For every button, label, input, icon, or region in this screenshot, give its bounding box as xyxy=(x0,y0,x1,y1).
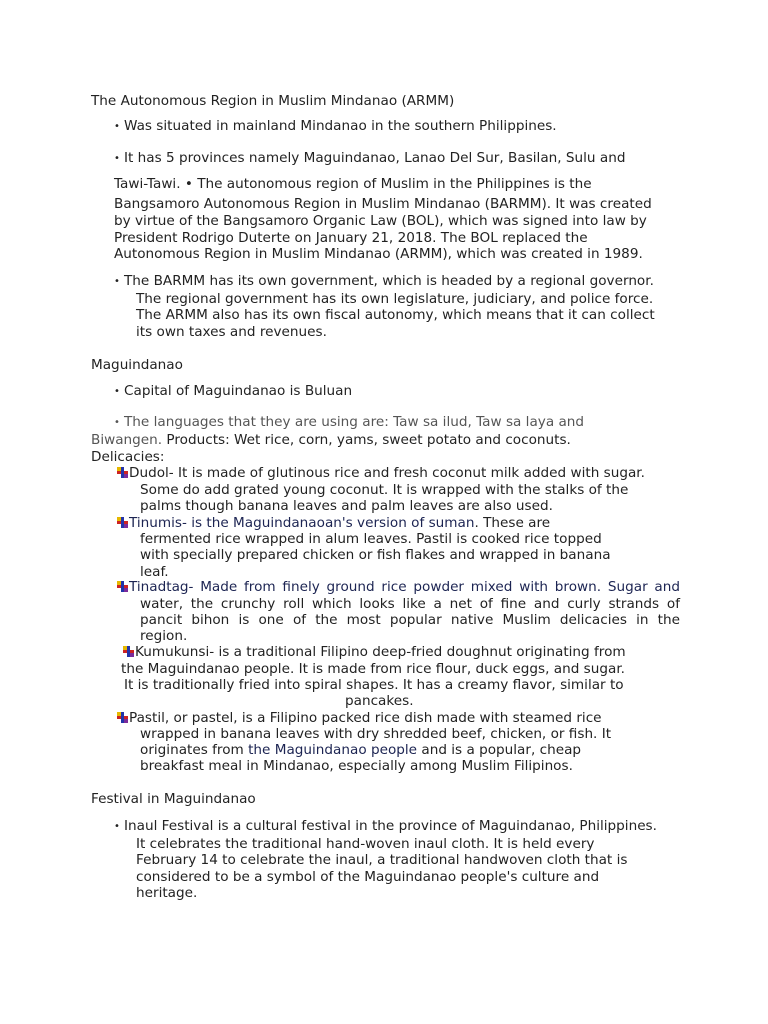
delicacy-text-line: pancakes. xyxy=(345,693,414,709)
delicacy-text-line: fermented rice wrapped in alum leaves. Pastil is cooked rice topped xyxy=(140,531,602,547)
delicacy-text-line: water, the crunchy roll which looks like a net of fine and curly strands of xyxy=(140,596,680,612)
bullet-icon: • xyxy=(114,153,120,164)
delicacy-text-line: breakfast meal in Mindanao, especially among Muslim Filipinos. xyxy=(140,758,573,774)
delicacy-kumukunsi: Kumukunsi- is a traditional Filipino deep-fried doughnut originating from xyxy=(123,644,626,660)
delicacy-dudol: Dudol- It is made of glutinous rice and fresh coconut milk added with sugar. xyxy=(117,465,645,481)
festival-text-line: heritage. xyxy=(136,885,198,901)
armm-text-line: Tawi-Tawi. • The autonomous region of Muslim in the Philippines is the xyxy=(114,176,592,192)
armm-text-line: President Rodrigo Duterte on January 21, 2018. The BOL replaced the xyxy=(114,230,588,246)
armm-text-line: The regional government has its own legislature, judiciary, and police force. xyxy=(136,291,654,307)
maguindanao-heading: Maguindanao xyxy=(91,357,183,373)
bullet-icon: • xyxy=(114,276,120,287)
page-title: The Autonomous Region in Muslim Mindanao (ARMM) xyxy=(91,93,455,109)
delicacies-label: Delicacies: xyxy=(91,449,165,465)
colored-cross-bullet-icon xyxy=(117,581,128,592)
delicacy-pastil: Pastil, or pastel, is a Filipino packed rice dish made with steamed rice xyxy=(117,710,602,726)
armm-text-line: by virtue of the Bangsamoro Organic Law (BOL), which was signed into law by xyxy=(114,213,647,229)
colored-cross-bullet-icon xyxy=(117,517,128,528)
delicacy-text-line: with specially prepared chicken or fish flakes and wrapped in banana xyxy=(140,547,611,563)
bullet-icon: • xyxy=(114,121,120,132)
delicacy-text-line: Some do add grated young coconut. It is wrapped with the stalks of the xyxy=(140,482,629,498)
delicacy-text-line: pancit bihon is one of the most popular native Muslim delicacies in the xyxy=(140,612,680,628)
armm-text-line: its own taxes and revenues. xyxy=(136,324,327,340)
delicacy-text-line: palms though banana leaves and palm leaves are also used. xyxy=(140,498,553,514)
colored-cross-bullet-icon xyxy=(117,467,128,478)
colored-cross-bullet-icon xyxy=(117,712,128,723)
delicacy-text-line: region. xyxy=(140,628,188,644)
colored-cross-bullet-icon xyxy=(123,646,134,657)
armm-text-line: Autonomous Region in Muslim Mindanao (ARMM), which was created in 1989. xyxy=(114,246,643,262)
delicacy-text-line: It is traditionally fried into spiral shapes. It has a creamy flavor, similar to xyxy=(124,677,624,693)
festival-bullet: • Inaul Festival is a cultural festival in the province of Maguindanao, Philippines. xyxy=(114,818,657,834)
armm-bullet-2: • It has 5 provinces namely Maguindanao, Lanao Del Sur, Basilan, Sulu and xyxy=(114,150,626,166)
bullet-icon: • xyxy=(114,821,120,832)
festival-text-line: considered to be a symbol of the Maguindanao people's culture and xyxy=(136,869,600,885)
bullet-icon: • xyxy=(114,417,120,428)
capital-bullet: • Capital of Maguindanao is Buluan xyxy=(114,383,353,399)
delicacy-tinumis: Tinumis- is the Maguindanaoan's version of suman. These are xyxy=(117,515,550,531)
delicacy-text-line: wrapped in banana leaves with dry shredded beef, chicken, or fish. It xyxy=(140,726,612,742)
armm-bullet-3: • The BARMM has its own government, which is headed by a regional governor. xyxy=(114,273,654,289)
delicacy-text-line: the Maguindanao people. It is made from rice flour, duck eggs, and sugar. xyxy=(121,661,625,677)
languages-bullet: • The languages that they are using are: Taw sa ilud, Taw sa laya and xyxy=(114,414,585,430)
delicacy-text-line: leaf. xyxy=(140,564,169,580)
delicacy-text-line: originates from the Maguindanao people and is a popular, cheap xyxy=(140,742,582,758)
festival-text-line: It celebrates the traditional hand-woven inaul cloth. It is held every xyxy=(136,836,595,852)
armm-bullet-1: • Was situated in mainland Mindanao in the southern Philippines. xyxy=(114,118,557,134)
languages-products-line: Biwangen. Products: Wet rice, corn, yams, sweet potato and coconuts. xyxy=(91,432,571,448)
festival-text-line: February 14 to celebrate the inaul, a traditional handwoven cloth that is xyxy=(136,852,628,868)
delicacy-tinadtag: Tinadtag- Made from finely ground rice powder mixed with brown. Sugar and xyxy=(117,579,680,595)
armm-text-line: The ARMM also has its own fiscal autonomy, which means that it can collect xyxy=(136,307,655,323)
armm-text-line: Bangsamoro Autonomous Region in Muslim Mindanao (BARMM). It was created xyxy=(114,196,652,212)
bullet-icon: • xyxy=(114,386,120,397)
festival-heading: Festival in Maguindanao xyxy=(91,791,256,807)
